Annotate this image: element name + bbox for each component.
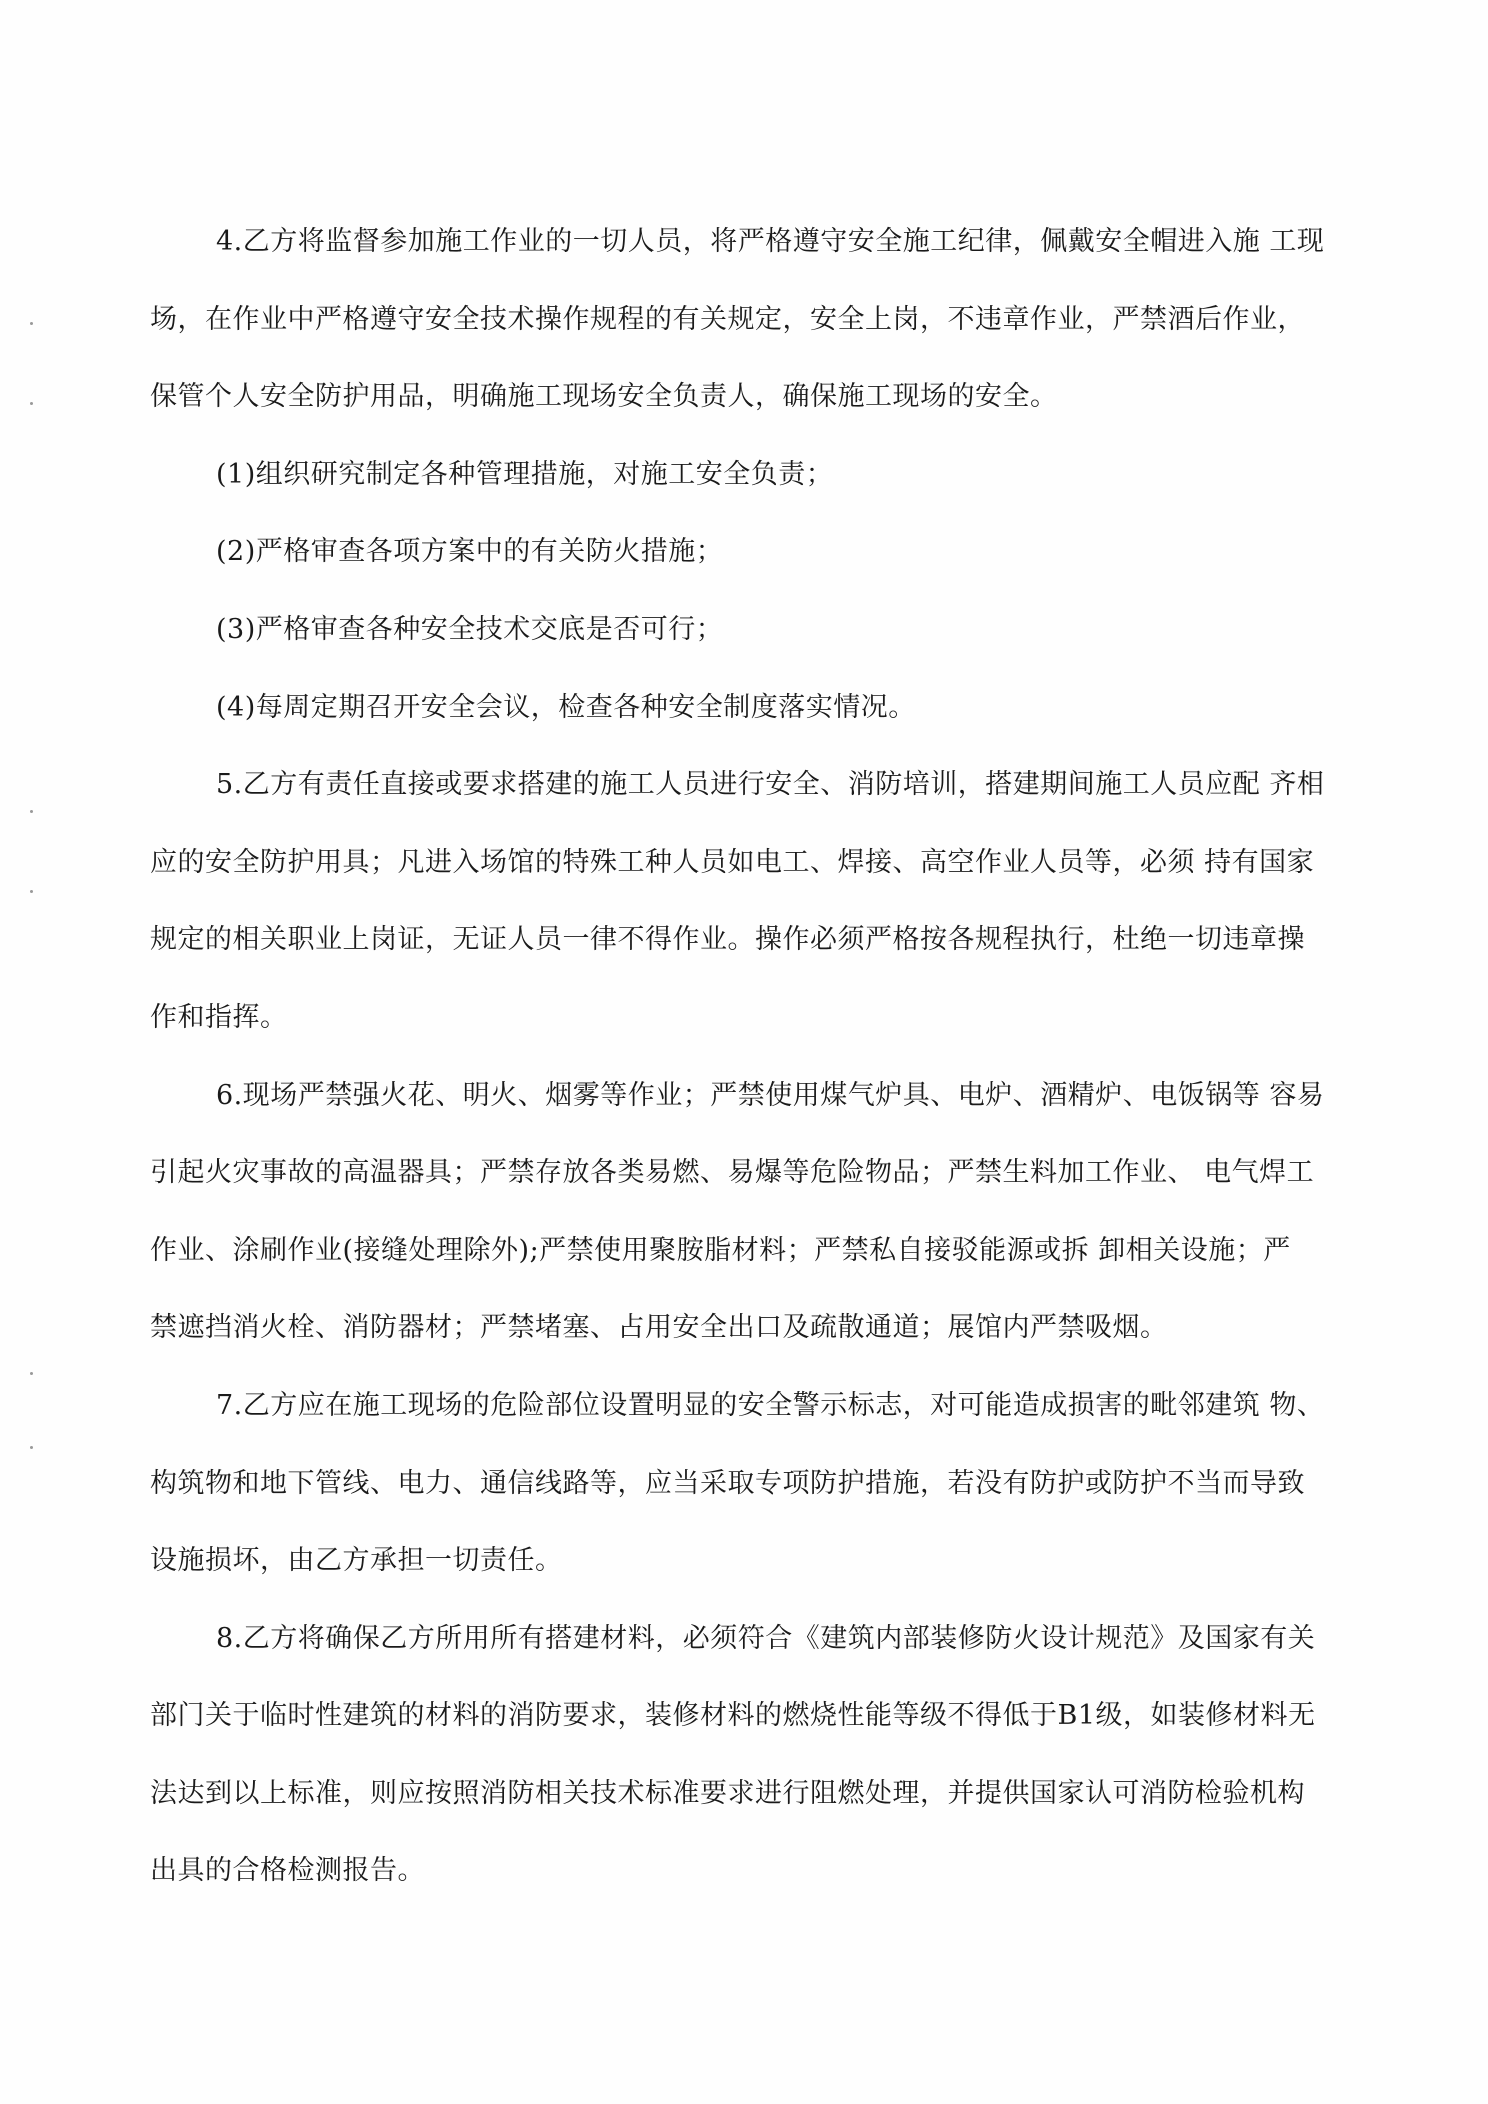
text-line: 场，在作业中严格遵守安全技术操作规程的有关规定，安全上岗，不违章作业，严禁酒后作业， (150, 303, 1305, 335)
text-line: 引起火灾事故的高温器具；严禁存放各类易燃、易爆等危险物品；严禁生料加工作业、 电气焊工 (150, 1157, 1315, 1189)
text-line: 应的安全防护用具；凡进入场馆的特殊工种人员如电工、焊接、高空作业人员等，必须 持有国家 (150, 846, 1315, 878)
text-line: 作和指挥。 (150, 1001, 288, 1033)
sub-item-4 (150, 678, 1278, 756)
scan-speck (30, 890, 33, 893)
text-line: 出具的合格检测报告。 (150, 1855, 425, 1887)
text-line: (4)每周定期召开安全会议，检查各种安全制度落实情况。 (216, 691, 916, 723)
sub-item-3 (150, 600, 1278, 678)
paragraph-6 (150, 1066, 1325, 1376)
document-body (150, 212, 1325, 1919)
text-line: 7.乙方应在施工现场的危险部位设置明显的安全警示标志，对可能造成损害的毗邻建筑 物、 (216, 1389, 1325, 1421)
text-line: 规定的相关职业上岗证，无证人员一律不得作业。操作必须严格按各规程执行，杜绝一切违章操 (150, 924, 1305, 956)
text-line: 构筑物和地下管线、电力、通信线路等，应当采取专项防护措施，若没有防护或防护不当而导致 (150, 1467, 1305, 1499)
text-line: 设施损坏，由乙方承担一切责任。 (150, 1545, 563, 1577)
sub-item-2 (150, 522, 1278, 600)
text-line: 8.乙方将确保乙方所用所有搭建材料，必须符合《建筑内部装修防火设计规范》及国家有关 (216, 1622, 1316, 1654)
paragraph-8 (150, 1609, 1316, 1919)
paragraph-4 (150, 212, 1325, 445)
paragraph-7 (150, 1376, 1325, 1609)
text-line: 4.乙方将监督参加施工作业的一切人员，将严格遵守安全施工纪律，佩戴安全帽进入施 工现 (216, 226, 1325, 257)
text-line: 5.乙方有责任直接或要求搭建的施工人员进行安全、消防培训，搭建期间施工人员应配 齐相 (216, 769, 1325, 801)
scan-speck (30, 402, 33, 405)
text-line: 部门关于临时性建筑的材料的消防要求，装修材料的燃烧性能等级不得低于B1级，如装修材料无 (150, 1700, 1316, 1732)
text-line: (3)严格审查各种安全技术交底是否可行； (216, 613, 724, 645)
text-line: (1)组织研究制定各种管理措施，对施工安全负责； (216, 458, 834, 490)
text-line: 保管个人安全防护用品，明确施工现场安全负责人，确保施工现场的安全。 (150, 381, 1058, 413)
text-line: 禁遮挡消火栓、消防器材；严禁堵塞、占用安全出口及疏散通道；展馆内严禁吸烟。 (150, 1312, 1168, 1344)
text-line: 作业、涂刷作业(接缝处理除外);严禁使用聚胺脂材料；严禁私自接驳能源或拆 卸相关设施；严 (150, 1234, 1291, 1266)
text-line: 6.现场严禁强火花、明火、烟雾等作业；严禁使用煤气炉具、电炉、酒精炉、电饭锅等 容易 (216, 1079, 1325, 1111)
text-line: 法达到以上标准，则应按照消防相关技术标准要求进行阻燃处理，并提供国家认可消防检验机构 (150, 1777, 1305, 1809)
sub-item-1 (150, 445, 1278, 523)
scan-speck (30, 810, 33, 813)
paragraph-5 (150, 755, 1325, 1065)
scan-speck (30, 322, 33, 325)
scan-speck (30, 1446, 33, 1449)
text-line: (2)严格审查各项方案中的有关防火措施； (216, 536, 724, 568)
scan-speck (30, 1372, 33, 1375)
